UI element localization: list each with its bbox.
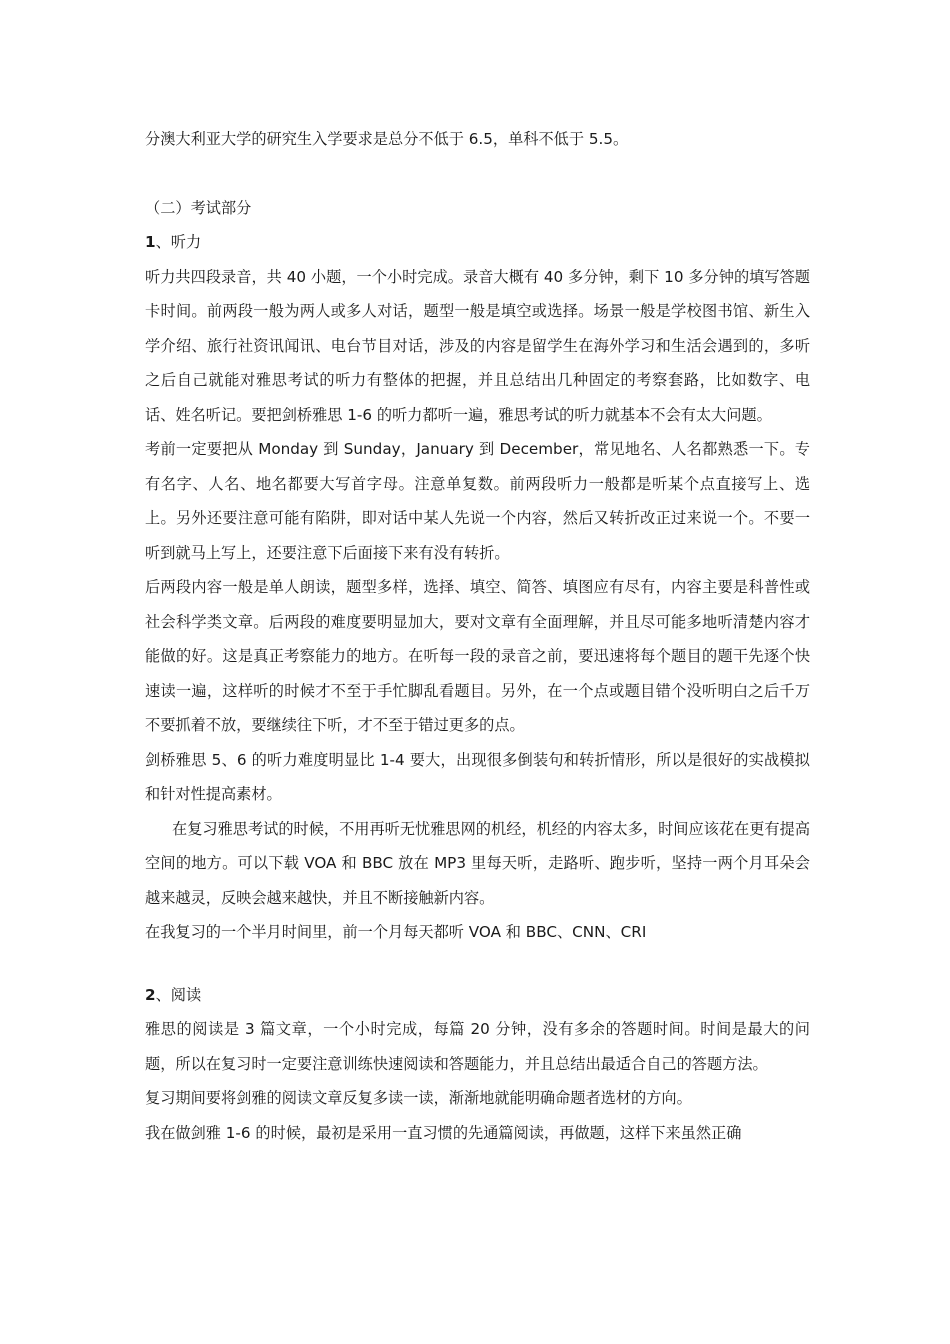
listening-title: 、听力 (155, 233, 202, 251)
listening-paragraph: 在我复习的一个半月时间里，前一个月每天都听 VOA 和 BBC、CNN、CRI (145, 923, 647, 941)
reading-number: 2 (145, 985, 156, 1004)
section-title: （二）考试部分 (145, 198, 252, 217)
listening-number: 1 (145, 233, 156, 251)
intro-line: 分澳大利亚大学的研究生入学要求是总分不低于 6.5，单科不低于 5.5。 (145, 130, 629, 148)
paragraph-gap (145, 950, 810, 978)
listening-paragraph: 听力共四段录音，共 40 小题，一个小时完成。录音大概有 40 多分钟，剩下 10 多分钟的填写答题卡时间。前两段一般为两人或多人对话，题型一般是填空或选择。场景一般是学校图书馆、新生入学介绍、旅行社资讯闻讯、电台节目对话，涉及的内容是留学生在海外学习和生活会遇到的，多听之后自己就能对雅思考试的听力有整体的把握，并且总结出几种固定的考察套路，比如数字、电话、姓名听记。要把剑桥雅思 1-6 的听力都听一遍，雅思考试的听力就基本不会有太大问题。 (145, 267, 810, 424)
reading-heading (145, 978, 810, 1013)
listening-heading (145, 225, 810, 260)
document-body (145, 122, 810, 1150)
reading-paragraph: 我在做剑雅 1-6 的时候，最初是采用一直习惯的先通篇阅读，再做题，这样下来虽然正确 (145, 1123, 742, 1142)
listening-paragraph: 考前一定要把从 Monday 到 Sunday，January 到 December，常见地名、人名都熟悉一下。专有名字、人名、地名都要大写首字母。注意单复数。前两段听力一般都是听某个点直接写上、选上。另外还要注意可能有陷阱，即对话中某人先说一个内容，然后又转折改正过来说一个。不要一听到就马上写上，还要注意下后面接下来有没有转折。 (145, 440, 810, 562)
listening-paragraph: 在复习雅思考试的时候，不用再听无忧雅思网的机经，机经的内容太多，时间应该花在更有提高空间的地方。可以下载 VOA 和 BBC 放在 MP3 里每天听，走路听、跑步听，坚持一两个月耳朵会越来越灵，反映会越来越快，并且不断接触新内容。 (145, 819, 810, 907)
reading-paragraph: 复习期间要将剑雅的阅读文章反复多读一读，渐渐地就能明确命题者选材的方向。 (145, 1089, 692, 1107)
paragraph-gap (145, 157, 810, 191)
listening-paragraph: 后两段内容一般是单人朗读，题型多样，选择、填空、简答、填图应有尽有，内容主要是科普性或社会科学类文章。后两段的难度要明显加大，要对文章有全面理解，并且尽可能多地听清楚内容才能做的好。这是真正考察能力的地方。在听每一段的录音之前，要迅速将每个题目的题干先逐个快速读一遍，这样听的时候才不至于手忙脚乱看题目。另外，在一个点或题目错个没听明白之后千万不要抓着不放，要继续往下听，才不至于错过更多的点。 (145, 578, 810, 734)
listening-paragraph: 剑桥雅思 5、6 的听力难度明显比 1-4 要大，出现很多倒装句和转折情形，所以是很好的实战模拟和针对性提高素材。 (145, 750, 810, 803)
reading-title: 、阅读 (155, 985, 202, 1004)
reading-paragraph: 雅思的阅读是 3 篇文章，一个小时完成，每篇 20 分钟，没有多余的答题时间。时间是最大的问题，所以在复习时一定要注意训练快速阅读和答题能力，并且总结出最适合自己的答题方法。 (145, 1020, 810, 1073)
